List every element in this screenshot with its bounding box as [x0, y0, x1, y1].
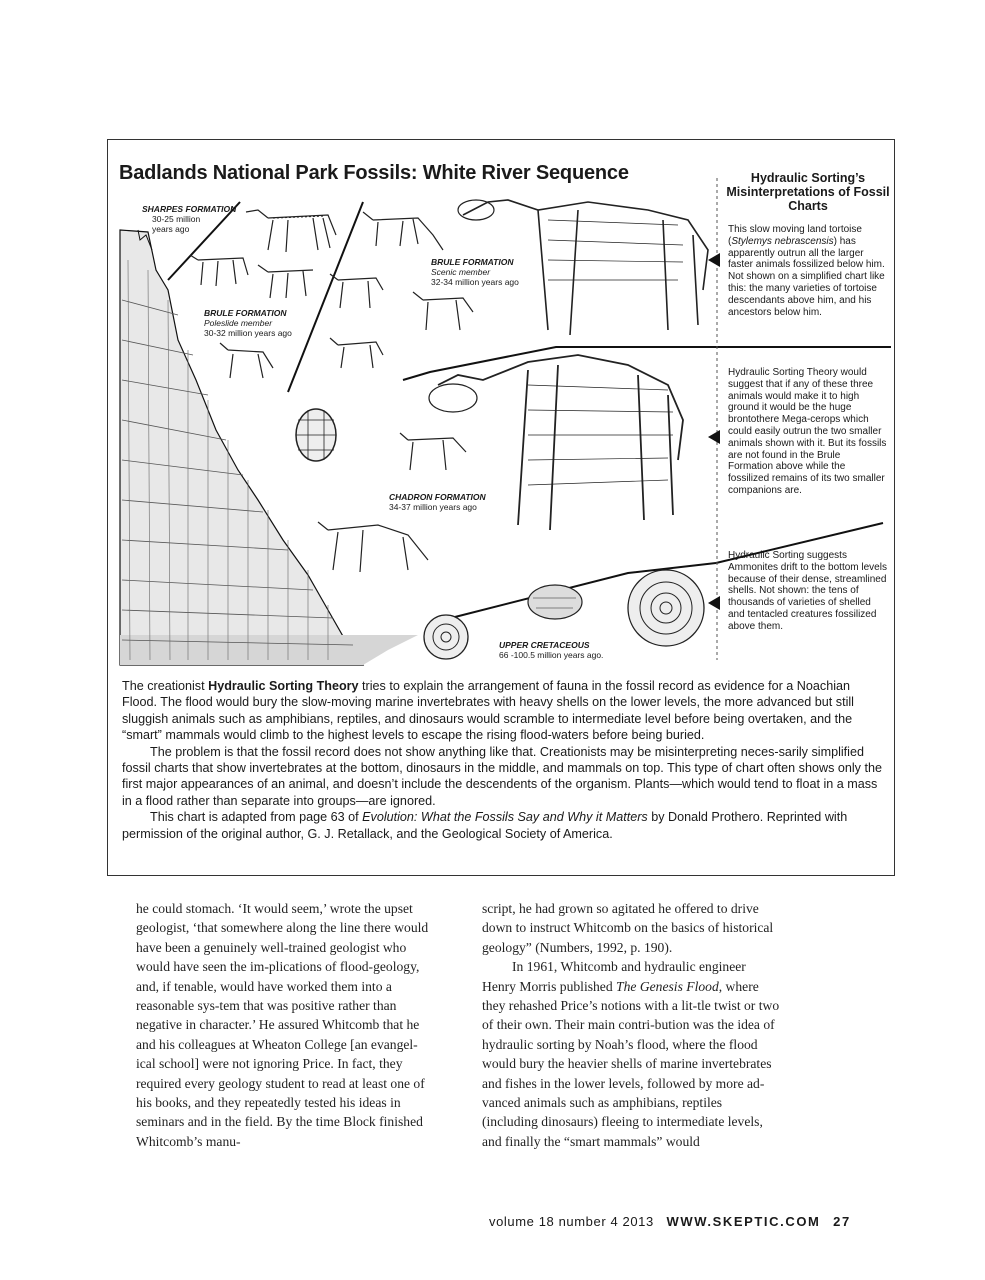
- sharpes-age: 30-25 million years ago: [152, 214, 201, 234]
- col2-p2-italic: The Genesis Flood: [616, 978, 719, 994]
- body-col2-paragraph-2: [482, 957, 780, 1151]
- sidebar-note-tortoise: [728, 224, 888, 318]
- scenic-age: 32-34 million years ago: [431, 277, 519, 287]
- skeleton-sharpes-3: [258, 265, 313, 298]
- caption-paragraph-1: [122, 678, 884, 744]
- caption-paragraph-3: [122, 809, 884, 842]
- figure-caption: [122, 678, 884, 842]
- shell-fossil: [528, 585, 582, 619]
- chadron-age: 34-37 million years ago: [389, 502, 477, 512]
- skeleton-scenic-3: [413, 292, 473, 330]
- fossil-chart-figure: [107, 139, 895, 876]
- arrow-left-icon: [708, 596, 720, 610]
- cretaceous-age: 66 -100.5 million years ago.: [499, 650, 604, 660]
- ammonite-small: [424, 615, 468, 659]
- label-brule-poleslide: [204, 308, 292, 338]
- footer-page-number: 27: [833, 1214, 851, 1229]
- chadron-name: CHADRON FORMATION: [389, 492, 486, 502]
- sharpes-name: SHARPES FORMATION: [142, 204, 237, 214]
- page-footer: [489, 1214, 851, 1229]
- ammonite-large: [628, 570, 704, 646]
- skeleton-chadron-small-1: [400, 433, 466, 470]
- figure-title: Badlands National Park Fossils: White River Sequence: [119, 162, 629, 184]
- footer-issue: volume 18 number 4 2013: [489, 1214, 654, 1229]
- note1-species: Stylemys nebrascensis: [731, 235, 834, 247]
- footer-site: WWW.SKEPTIC.COM: [666, 1214, 821, 1229]
- sidebar-title: Hydraulic Sorting’s Misinterpretations of Fossil Charts: [726, 171, 890, 213]
- col2-p2-post: , where they rehashed Price’s notions with a lit-tle twist or two of their own. Their main contri-bution was the idea of hydraulic sorting by Noah’s flood, where the flood would bury the heavier shells of marine invertebrates and fishes in the lower levels, followed by more ad-vanced animals such as amphibians, reptiles (including dinosaurs) fleeing to intermediate levels, and finally the “smart mammals” would: [482, 978, 780, 1149]
- skeleton-scenic-2: [330, 274, 383, 308]
- caption-p3-post: by Donald Prothero. Reprinted with permission of the original author, G. J. Retallack, and the Geological Society of America.: [122, 810, 848, 841]
- caption-p3-pre: This chart is adapted from page 63 of: [150, 810, 363, 825]
- poleslide-age: 30-32 million years ago: [204, 328, 292, 338]
- sidebar-note-brontothere: Hydraulic Sorting Theory would suggest that if any of these three animals would make it to high ground it would be the huge brontothere Mega-cerops which could easily outrun the two smaller animals shown with it. But its fossils are not found in the Brule Formation above while the fossilized remains of its two smaller companions are.: [728, 367, 887, 496]
- caption-p3-italic: Evolution: What the Fossils Say and Why it Matters: [362, 810, 648, 825]
- note1-pre: This slow moving land tortoise (: [728, 224, 862, 247]
- note1-post: ) has apparently outrun all the larger faster animals fossilized below him. Not shown on a simplified chart like this: the many varieties of tortoise descendants above him, and his ancestors below him.: [728, 235, 885, 318]
- caption-paragraph-2: The problem is that the fossil record does not show anything like that. Creationists may be misinterpreting neces-sarily simplified fossil charts that show invertebrates at the bottom, dinosaurs in the middle, and mammals on top. This type of chart often shows only the first major appearances of an animal, and doesn’t include the descendents of the organism. Plants—which would tend to float in a mass in a flood rather than separate into groups—are ignored.: [122, 744, 882, 808]
- body-col2-paragraph-1: script, he had grown so agitated he offered to drive down to instruct Whitcomb on the basics of historical geology” (Numbers, 1992, p. 190).: [482, 901, 774, 955]
- body-col1-text: he could stomach. ‘It would seem,’ wrote the upset geologist, ‘that somewhere along the line there would have been a genuinely well-trained geologist who would have seen the im-plications of flood-geology, and, if tenable, would have worked them into a reasonable sys-tem that was positive rather than negative in character.’ He assured Whitcomb that he and his colleagues at Wheaton College [an evangel-ical school] were not ignoring Price. In fact, they required every geology student to read at least one of his books, and they repeatedly tested his ideas in seminars and in the field. By the time Block finished Whitcomb’s manu-: [136, 901, 429, 1149]
- label-sharpes-formation: [142, 204, 236, 234]
- body-column-right: [482, 899, 780, 1151]
- poleslide-member: Poleslide member: [204, 318, 273, 328]
- arrow-left-icon: [708, 253, 720, 267]
- arrow-left-icon: [708, 430, 720, 444]
- skeleton-sharpes-1: [246, 210, 336, 252]
- col2-p2-pre: In 1961, Whitcomb and hydraulic engineer Henry Morris published: [482, 959, 746, 994]
- label-brule-scenic: [431, 257, 519, 287]
- cretaceous-name: UPPER CRETACEOUS: [499, 640, 590, 650]
- skeleton-scenic-4: [330, 338, 383, 368]
- skeleton-sharpes-2: [190, 255, 248, 286]
- label-chadron-formation: [389, 492, 486, 512]
- caption-p1-pre: The creationist: [122, 679, 209, 693]
- caption-p1-bold: Hydraulic Sorting Theory: [208, 679, 359, 693]
- scenic-member: Scenic member: [431, 267, 491, 277]
- label-upper-cretaceous: [499, 640, 603, 660]
- caption-p1-post: tries to explain the arrangement of fauna in the fossil record as evidence for a Noachian Flood. The flood would bury the slow-moving marine invertebrates with heavy shells on the lower levels, the more advanced but still sluggish animals such as amphibians, reptiles, and dinosaurs would scramble to intermediate level before being overtaken, and the “smart” mammals would climb to the highest levels to escape the rising flood-waters before being buried.: [122, 679, 854, 743]
- body-column-left: [136, 899, 437, 1151]
- badlands-cliff-drawing: [120, 230, 418, 665]
- tortoise-shell-fossil: [296, 409, 336, 461]
- scenic-name: BRULE FORMATION: [431, 257, 514, 267]
- divider-brule-chadron: [403, 347, 716, 380]
- poleslide-name: BRULE FORMATION: [204, 308, 287, 318]
- skeleton-scenic-1: [363, 212, 443, 250]
- skeleton-poleslide-small: [220, 343, 273, 378]
- sidebar-note-ammonites: Hydraulic Sorting suggests Ammonites drift to the bottom levels because of their dense, streamlined shells. Not shown: the tens of thousands of varieties of shelled and tentacled creatures fossilized above them.: [728, 550, 887, 632]
- skeleton-chadron-small-2: [318, 522, 428, 572]
